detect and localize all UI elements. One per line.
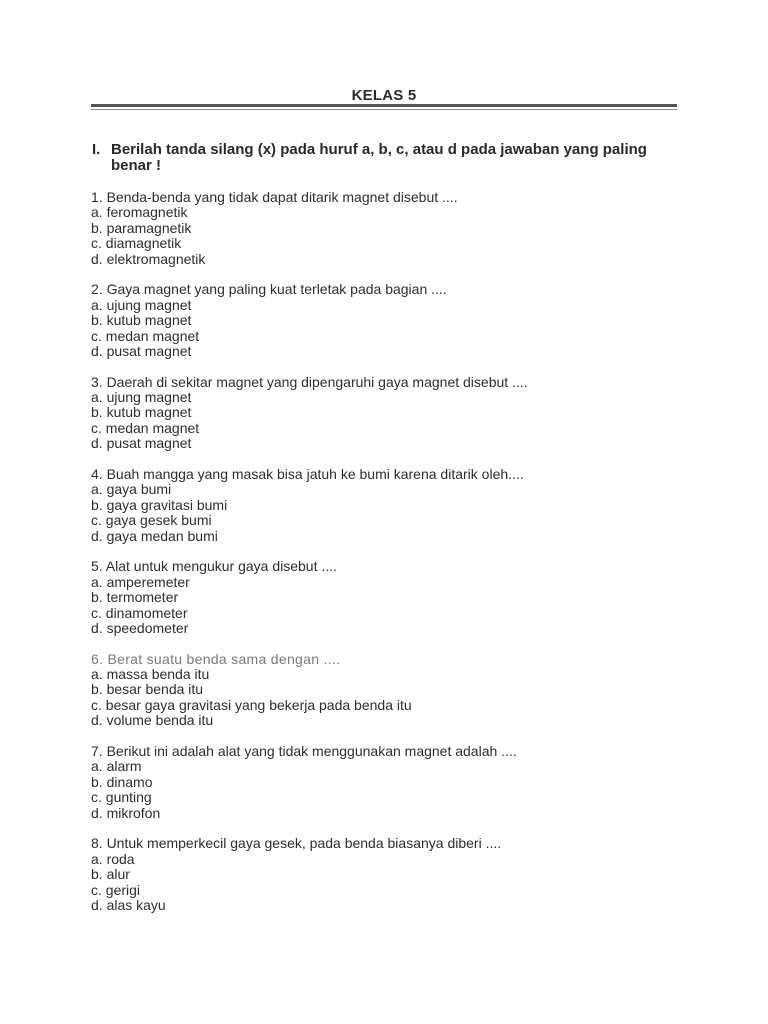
title-rule-thick bbox=[91, 104, 677, 107]
question-text: 2. Gaya magnet yang paling kuat terletak pada bagian .... bbox=[91, 281, 447, 298]
option-a: a. ujung magnet bbox=[91, 296, 192, 313]
option-d: d. pusat magnet bbox=[91, 342, 192, 359]
option-b: b. kutub magnet bbox=[91, 404, 192, 421]
option-c: c. besar gaya gravitasi yang bekerja pada benda itu bbox=[91, 696, 412, 713]
option-a: a. alarm bbox=[91, 758, 142, 775]
option-a: a. feromagnetik bbox=[91, 204, 188, 221]
option-c: c. gerigi bbox=[91, 881, 141, 898]
question-5 bbox=[91, 559, 691, 636]
title-rule-thin bbox=[91, 109, 677, 110]
option-b: b. paramagnetik bbox=[91, 219, 192, 236]
question-text: 3. Daerah di sekitar magnet yang dipengaruhi gaya magnet disebut .... bbox=[91, 373, 528, 390]
option-d: d. mikrofon bbox=[91, 804, 161, 821]
option-a: a. massa benda itu bbox=[91, 666, 210, 683]
page-title: KELAS 5 bbox=[351, 87, 417, 104]
option-a: a. gaya bumi bbox=[91, 481, 172, 498]
option-b: b. gaya gravitasi bumi bbox=[91, 496, 228, 513]
option-b: b. dinamo bbox=[91, 773, 153, 790]
question-list bbox=[91, 190, 691, 929]
question-text: 6. Berat suatu benda sama dengan .... bbox=[91, 650, 341, 667]
section-instruction bbox=[92, 142, 682, 174]
option-a: a. amperemeter bbox=[91, 573, 190, 590]
question-text: 1. Benda-benda yang tidak dapat ditarik magnet disebut .... bbox=[91, 189, 458, 205]
option-a: a. roda bbox=[91, 850, 135, 867]
option-c: c. dinamometer bbox=[91, 604, 188, 621]
question-text: 4. Buah mangga yang masak bisa jatuh ke bumi karena ditarik oleh.... bbox=[91, 465, 524, 482]
question-1 bbox=[91, 190, 691, 267]
question-text: 7. Berikut ini adalah alat yang tidak menggunakan magnet adalah .... bbox=[91, 742, 517, 759]
option-c: c. medan magnet bbox=[91, 419, 200, 436]
section-number: I. bbox=[92, 141, 101, 158]
option-d: d. elektromagnetik bbox=[91, 250, 206, 267]
question-text: 5. Alat untuk mengukur gaya disebut .... bbox=[91, 558, 337, 575]
option-a: a. ujung magnet bbox=[91, 389, 192, 406]
option-b: b. alur bbox=[91, 866, 130, 883]
option-b: b. kutub magnet bbox=[91, 312, 192, 329]
question-7 bbox=[91, 744, 691, 821]
option-d: d. alas kayu bbox=[91, 896, 166, 913]
option-c: c. gunting bbox=[91, 789, 152, 806]
option-d: d. speedometer bbox=[91, 619, 189, 636]
option-c: c. diamagnetik bbox=[91, 235, 182, 252]
option-b: b. besar benda itu bbox=[91, 681, 204, 698]
option-d: d. gaya medan bumi bbox=[91, 527, 218, 544]
option-b: b. termometer bbox=[91, 589, 179, 606]
question-3 bbox=[91, 375, 691, 452]
question-text: 8. Untuk memperkecil gaya gesek, pada benda biasanya diberi .... bbox=[91, 835, 502, 852]
option-d: d. pusat magnet bbox=[91, 435, 192, 452]
option-c: c. gaya gesek bumi bbox=[91, 512, 212, 529]
question-4 bbox=[91, 467, 691, 544]
option-c: c. medan magnet bbox=[91, 327, 200, 344]
question-6 bbox=[91, 652, 691, 729]
instruction-text: Berilah tanda silang (x) pada huruf a, b, c, atau d pada jawaban yang paling benar ! bbox=[111, 141, 647, 174]
question-2 bbox=[91, 282, 691, 359]
question-8 bbox=[91, 836, 691, 913]
option-d: d. volume benda itu bbox=[91, 712, 214, 729]
